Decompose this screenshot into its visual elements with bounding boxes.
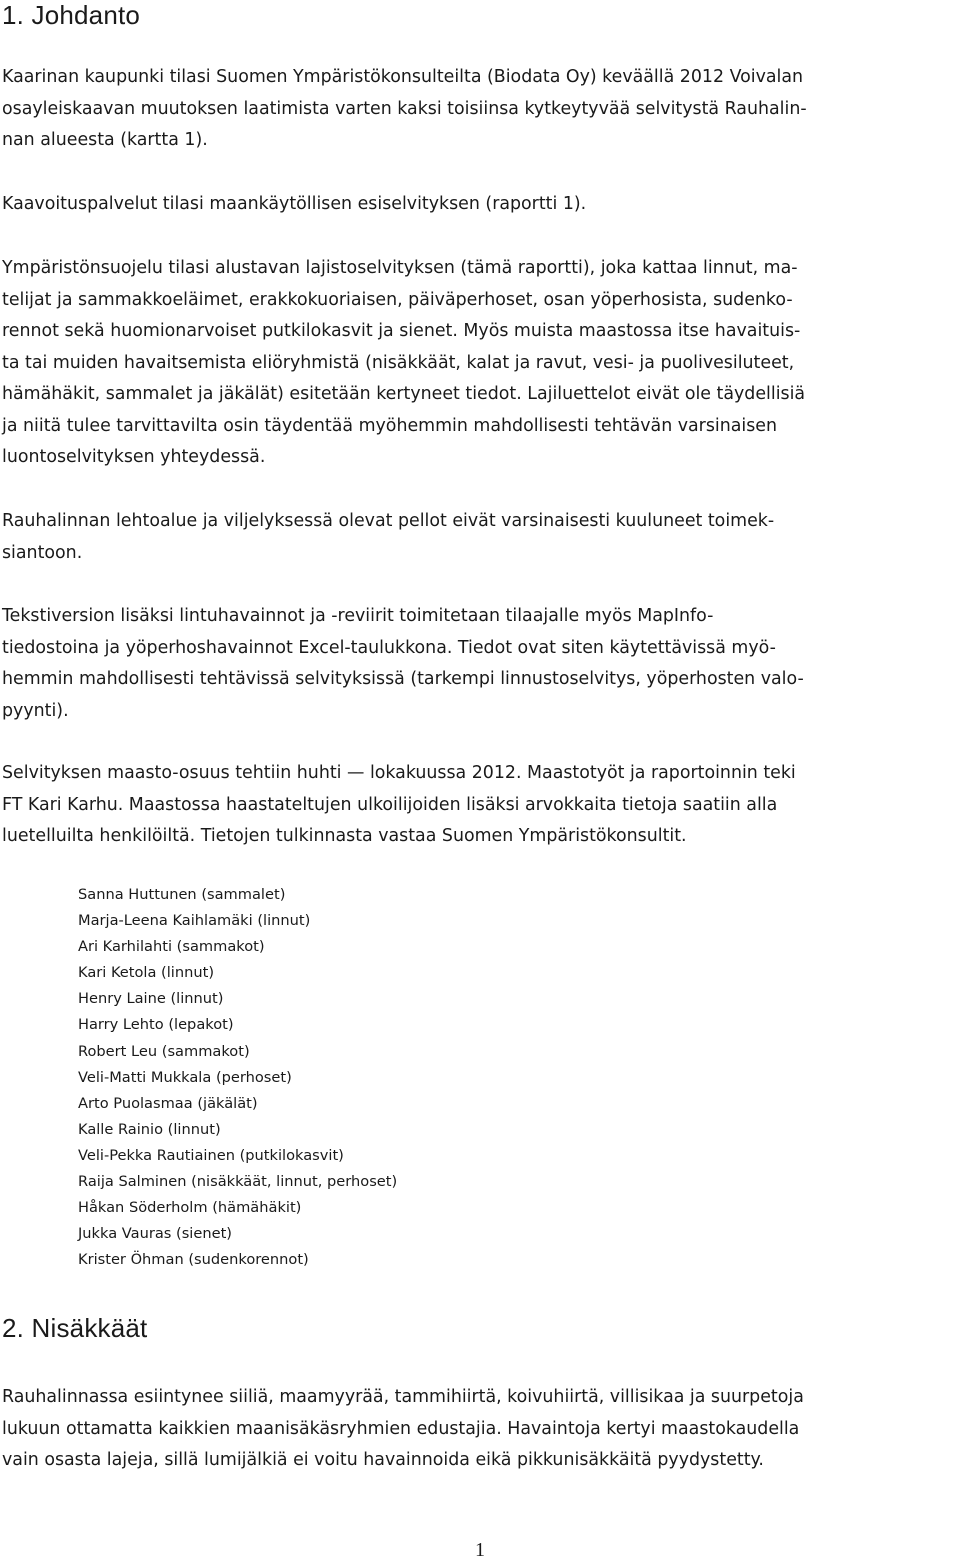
- text-line: Ympäristönsuojelu tilasi alustavan lajistoselvityksen (tämä raportti), joka kattaa linnut, ma-: [2, 258, 798, 278]
- text-line: Selvityksen maasto-osuus tehtiin huhti — lokakuussa 2012. Maastotyöt ja raportoinnin teki: [2, 763, 796, 783]
- section-heading-johdanto: 1. Johdanto: [2, 0, 141, 30]
- paragraph-mammals: [2, 1382, 804, 1477]
- contributor-item: Jukka Vauras (sienet): [78, 1225, 232, 1243]
- contributor-item: Raija Salminen (nisäkkäät, linnut, perhoset): [78, 1173, 398, 1191]
- text-line: ta tai muiden havaitsemista eliöryhmistä (nisäkkäät, kalat ja ravut, vesi- ja puolivesiluteet,: [2, 352, 795, 373]
- paragraph-fieldwork: [2, 758, 796, 853]
- text-line: pyynti).: [2, 700, 69, 721]
- text-line: ja niitä tulee tarvittavilta osin täydentää myöhemmin mahdollisesti tehtävän varsinaisen: [2, 415, 778, 436]
- text-line: Kaarinan kaupunki tilasi Suomen Ympäristökonsulteilta (Biodata Oy) keväällä 2012 Voivalan: [2, 67, 804, 87]
- text-line: Tekstiversion lisäksi lintuhavainnot ja -reviirit toimitetaan tilaajalle myös MapInfo-: [2, 606, 714, 626]
- contributor-item: Kari Ketola (linnut): [78, 964, 215, 982]
- page-number: 1: [475, 1539, 485, 1561]
- contributor-item: Robert Leu (sammakot): [78, 1042, 250, 1060]
- contributor-item: Ari Karhilahti (sammakot): [78, 938, 265, 956]
- contributor-item: Sanna Huttunen (sammalet): [78, 886, 286, 903]
- contributor-item: Kalle Rainio (linnut): [78, 1120, 221, 1138]
- text-line: hemmin mahdollisesti tehtävissä selvityksissä (tarkempi linnustoselvitys, yöperhosten valo-: [2, 669, 804, 689]
- paragraph-commission: [2, 62, 807, 157]
- text-line: vain osasta lajeja, sillä lumijälkiä ei voitu havainnoida eikä pikkunisäkkäitä pyydystetty.: [2, 1450, 764, 1470]
- paragraph-deliverables: [2, 601, 804, 727]
- contributor-item: Harry Lehto (lepakot): [78, 1016, 234, 1034]
- text-line: luetelluilta henkilöiltä. Tietojen tulkinnasta vastaa Suomen Ympäristökonsultit.: [2, 826, 687, 846]
- paragraph-scope: [2, 506, 774, 569]
- text-line: rennot sekä huomionarvoiset putkilokasvit ja sienet. Myös muista maastossa itse havaituis-: [2, 321, 801, 341]
- contributor-item: Veli-Pekka Rautiainen (putkilokasvit): [78, 1146, 344, 1164]
- text-line: FT Kari Karhu. Maastossa haastateltujen ulkoilijoiden lisäksi arvokkaita tietoja saatiin alla: [2, 794, 778, 815]
- text-line: luontoselvityksen yhteydessä.: [2, 447, 266, 467]
- text-line: lukuun ottamatta kaikkien maanisäkäsryhmien edustajia. Havaintoja kertyi maastokaudella: [2, 1418, 800, 1439]
- contributor-list: [78, 882, 397, 1273]
- text-line: hämähäkit, sammalet ja jäkälät) esitetään kertyneet tiedot. Lajiluettelot eivät ole täydellisiä: [2, 384, 806, 404]
- section-heading-nisakkaat: 2. Nisäkkäät: [2, 1313, 148, 1343]
- text-line: telijat ja sammakkoeläimet, erakkokuoriaisen, päiväperhoset, osan yöperhosista, sudenko-: [2, 289, 793, 310]
- text-line: Rauhalinnassa esiintynee siiliä, maamyyrää, tammihiirtä, koivuhiirtä, villisikaa ja suurpetoja: [2, 1387, 804, 1407]
- paragraph-zoning: [2, 189, 586, 221]
- text-line: Kaavoituspalvelut tilasi maankäytöllisen esiselvityksen (raportti 1).: [2, 194, 587, 214]
- contributor-item: Krister Öhman (sudenkorennot): [78, 1251, 309, 1269]
- contributor-item: Marja-Leena Kaihlamäki (linnut): [78, 912, 311, 930]
- contributor-item: Håkan Söderholm (hämähäkit): [78, 1199, 302, 1217]
- paragraph-environment: [2, 253, 805, 474]
- contributor-item: Henry Laine (linnut): [78, 990, 224, 1008]
- text-line: osayleiskaavan muutoksen laatimista varten kaksi toisiinsa kytkeytyvää selvitystä Rauhalin-: [2, 98, 807, 119]
- text-line: Rauhalinnan lehtoalue ja viljelyksessä olevat pellot eivät varsinaisesti kuuluneet toimek-: [2, 511, 775, 531]
- contributor-item: Arto Puolasmaa (jäkälät): [78, 1094, 258, 1112]
- text-line: tiedostoina ja yöperhoshavainnot Excel-taulukkona. Tiedot ovat siten käytettävissä myö-: [2, 637, 776, 658]
- text-line: siantoon.: [2, 542, 83, 563]
- text-line: nan alueesta (kartta 1).: [2, 130, 208, 150]
- contributor-item: Veli-Matti Mukkala (perhoset): [78, 1068, 292, 1086]
